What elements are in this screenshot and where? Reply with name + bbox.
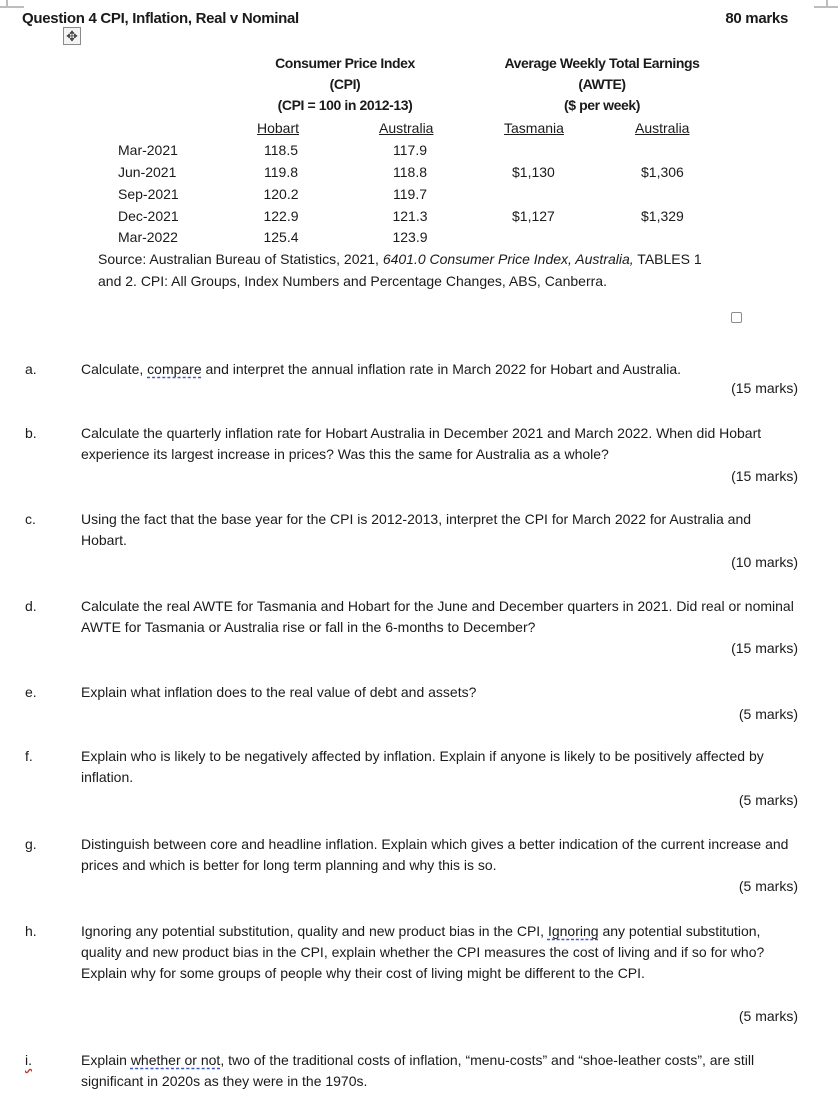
australia-awte-cell: $1,329: [641, 208, 684, 224]
corner-mark: [814, 6, 838, 8]
hobart-cpi-cell: 118.5: [264, 142, 298, 158]
hobart-cpi-cell: 125.4: [263, 229, 299, 245]
cpi-header-line: (CPI = 100 in 2012-13): [277, 97, 413, 113]
period-cell: Dec-2021: [118, 208, 179, 224]
question-marks: (15 marks): [731, 380, 798, 396]
hobart-cpi-cell: 122.9: [263, 208, 299, 224]
question-text: Explain what inflation does to the real value of debt and assets?: [81, 684, 477, 700]
column-header-tasmania: Tasmania: [504, 120, 564, 136]
question-text: Explain who is likely to be negatively affected by inflation. Explain if anyone is likely to be positively affected by inflation.: [81, 748, 764, 785]
grammar-flagged-word[interactable]: compare: [147, 361, 202, 377]
question-title: Question 4 CPI, Inflation, Real v Nominal: [22, 10, 299, 27]
awte-header-line: (AWTE): [578, 76, 626, 92]
question-text: Distinguish between core and headline inflation. Explain which gives a better indication of the current increase and prices and which is better for long term planning and why this is so.: [81, 836, 789, 873]
question-text-part: Explain: [81, 1052, 131, 1068]
grammar-flagged-word[interactable]: whether or not: [130, 1052, 221, 1068]
awte-header: [477, 53, 727, 116]
question-text-part: and interpret the annual inflation rate in March 2022 for Hobart and Australia.: [201, 361, 682, 377]
period-cell: Jun-2021: [118, 164, 177, 180]
question-marks: (5 marks): [738, 878, 798, 894]
question-text: Using the fact that the base year for the CPI is 2012-2013, interpret the CPI for March 2022 for Australia and Hobart.: [81, 511, 752, 548]
australia-awte-cell: $1,306: [641, 164, 684, 180]
question-text: [81, 921, 796, 984]
question-text-part: any potential substitution, quality and new product bias in the CPI, explain whether the CPI measures the cost of living and if so for who? Explain why for some groups of people why their cost of living might be different to the CPI.: [81, 923, 765, 981]
cpi-header: [240, 53, 450, 116]
period-cell: Mar-2021: [118, 142, 178, 158]
corner-mark: [0, 6, 24, 8]
australia-cpi-cell: 121.3: [392, 208, 428, 224]
table-move-handle-icon[interactable]: ✥: [63, 27, 81, 45]
tasmania-awte-cell: $1,130: [512, 164, 555, 180]
awte-header-line: ($ per week): [563, 97, 641, 113]
question-text: [81, 1050, 796, 1092]
question-text: [81, 359, 796, 380]
column-header-australia-awte: Australia: [635, 120, 690, 136]
australia-cpi-cell: 119.7: [393, 186, 427, 202]
cpi-header-line: (CPI): [329, 76, 361, 92]
australia-cpi-cell: 118.8: [393, 164, 427, 180]
total-marks: 80 marks: [725, 10, 788, 27]
question-letter: f.: [25, 748, 33, 764]
question-marks: (5 marks): [738, 706, 798, 722]
question-text-part: , two of the traditional costs of inflation, “menu-costs” and “shoe-leather costs”, are still significant in 2020s as they were in the 1970s.: [81, 1052, 755, 1089]
question-letter: e.: [25, 684, 37, 700]
hobart-cpi-cell: 120.2: [263, 186, 299, 202]
question-marks: (10 marks): [731, 554, 798, 570]
grammar-flagged-word[interactable]: Ignoring: [547, 923, 599, 939]
column-header-hobart: Hobart: [257, 120, 300, 136]
question-text: Calculate the quarterly inflation rate for Hobart Australia in December 2021 and March 2022. When did Hobart experience its largest increase in prices? Was this the same for Australia as a whole?: [81, 425, 762, 462]
cpi-header-line: Consumer Price Index: [275, 55, 415, 71]
question-letter: c.: [25, 511, 36, 527]
tasmania-awte-cell: $1,127: [512, 208, 555, 224]
source-title: 6401.0 Consumer Price Index, Australia,: [382, 251, 634, 267]
question-marks: (15 marks): [731, 640, 798, 656]
question-marks: (5 marks): [738, 792, 798, 808]
question-letter: a.: [25, 361, 37, 377]
question-letter: g.: [25, 836, 37, 852]
question-text: Calculate the real AWTE for Tasmania and Hobart for the June and December quarters in 2021. Did real or nominal AWTE for Tasmania or Australia rise or fall in the 6-months to December?: [81, 598, 794, 635]
period-cell: Mar-2022: [118, 229, 178, 245]
question-letter: h.: [25, 923, 37, 939]
column-header-australia-cpi: Australia: [379, 120, 434, 136]
source-text: Source: Australian Bureau of Statistics, 2021,: [98, 251, 383, 267]
question-text-part: Ignoring any potential substitution, quality and new product bias in the CPI,: [81, 923, 548, 939]
question-marks: (15 marks): [731, 468, 798, 484]
source-text: TABLES 1 and 2. CPI: All Groups, Index Numbers and Percentage Changes, ABS, Canberra.: [98, 251, 702, 289]
question-marks: (5 marks): [738, 1008, 798, 1024]
hobart-cpi-cell: 119.8: [264, 164, 298, 180]
question-text-part: Calculate,: [81, 361, 148, 377]
question-letter: b.: [25, 425, 37, 441]
checkbox[interactable]: [731, 312, 742, 323]
awte-header-line: Average Weekly Total Earnings: [504, 55, 700, 71]
australia-cpi-cell: 117.9: [393, 142, 427, 158]
question-letter: d.: [25, 598, 37, 614]
australia-cpi-cell: 123.9: [392, 229, 428, 245]
question-letter: i.: [25, 1052, 32, 1068]
period-cell: Sep-2021: [118, 186, 179, 202]
table-source: [98, 248, 718, 292]
